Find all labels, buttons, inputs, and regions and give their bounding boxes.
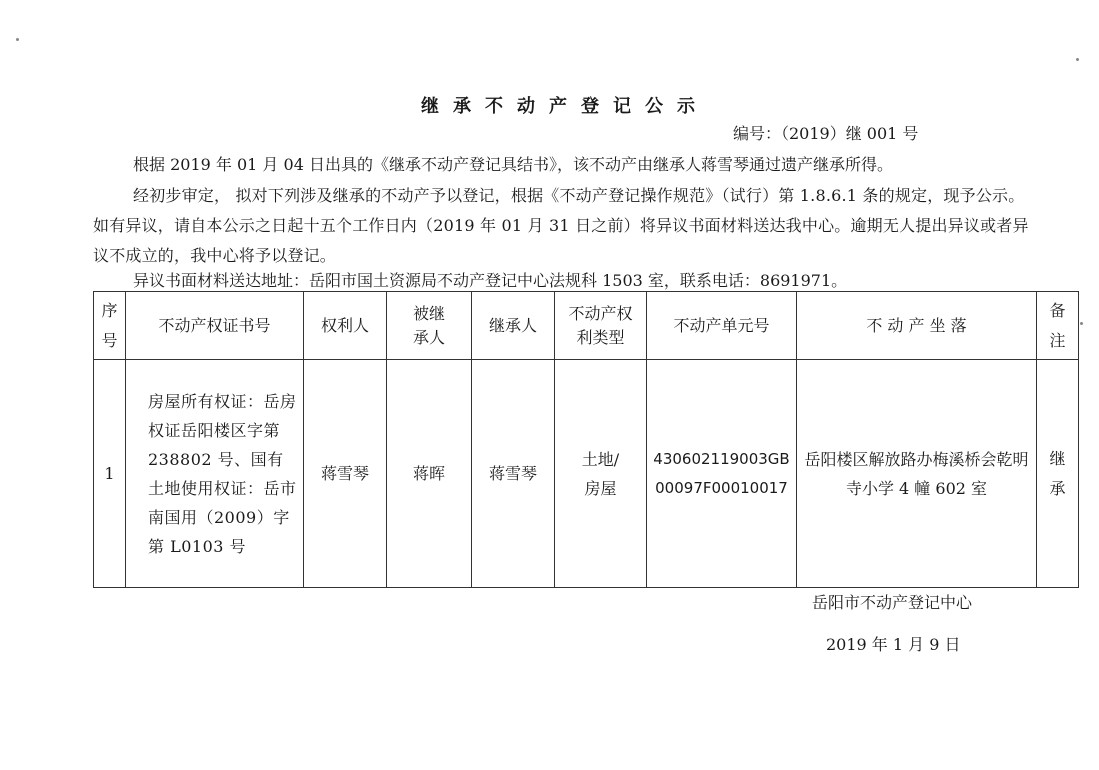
header-cert-no: 不动产权证书号 — [126, 292, 304, 360]
cell-right-type: 土地/房屋 — [555, 360, 647, 588]
registration-table — [93, 291, 1079, 588]
header-seq: 序号 — [94, 292, 126, 360]
header-heir: 继承人 — [472, 292, 555, 360]
table-row — [94, 360, 1079, 588]
cell-heir: 蒋雪琴 — [472, 360, 555, 588]
paragraph-review: 经初步审定， 拟对下列涉及继承的不动产予以登记，根据《不动产登记操作规范》（试行）第 1.8.6.1 条的规定，现予公示。如有异议，请自本公示之日起十五个工作日内（2019 年 01 月 31 日之前）将异议书面材料送达我中心。逾期无人提出异议或者异议不成立的，我中心将予以登记。 — [93, 186, 1029, 265]
cell-remark: 继承 — [1037, 360, 1079, 588]
cell-owner: 蒋雪琴 — [304, 360, 387, 588]
cell-seq: 1 — [94, 360, 126, 588]
scan-speck-icon — [1076, 58, 1079, 61]
issuer-name: 岳阳市不动产登记中心 — [812, 593, 973, 612]
scan-speck-icon — [16, 38, 19, 41]
cell-cert-no: 房屋所有权证：岳房权证岳阳楼区字第 238802 号、国有土地使用权证：岳市南国用（2009）字第 L0103 号 — [126, 360, 304, 588]
paragraph-objection-address: 异议书面材料送达地址：岳阳市国土资源局不动产登记中心法规科 1503 室，联系电话：8691971。 — [133, 271, 848, 290]
header-unit-no: 不动产单元号 — [647, 292, 797, 360]
paragraph-basis: 根据 2019 年 01 月 04 日出具的《继承不动产登记具结书》，该不动产由继承人蒋雪琴通过遗产继承所得。 — [133, 155, 893, 174]
header-remark: 备注 — [1037, 292, 1079, 360]
table-header-row — [94, 292, 1079, 360]
cell-location: 岳阳楼区解放路办梅溪桥会乾明寺小学 4 幢 602 室 — [797, 360, 1037, 588]
cell-unit-no: 430602119003GB00097F00010017 — [647, 360, 797, 588]
header-location: 不 动 产 坐 落 — [797, 292, 1037, 360]
header-right-type: 不动产权利类型 — [555, 292, 647, 360]
document-number: 编号：（2019）继 001 号 — [733, 124, 919, 143]
cell-decedent: 蒋晖 — [387, 360, 472, 588]
scan-speck-icon — [1080, 322, 1083, 325]
issue-date: 2019 年 1 月 9 日 — [826, 635, 961, 654]
header-owner: 权利人 — [304, 292, 387, 360]
notice-title: 继承不动产登记公示 — [421, 96, 709, 117]
header-decedent: 被继承人 — [387, 292, 472, 360]
